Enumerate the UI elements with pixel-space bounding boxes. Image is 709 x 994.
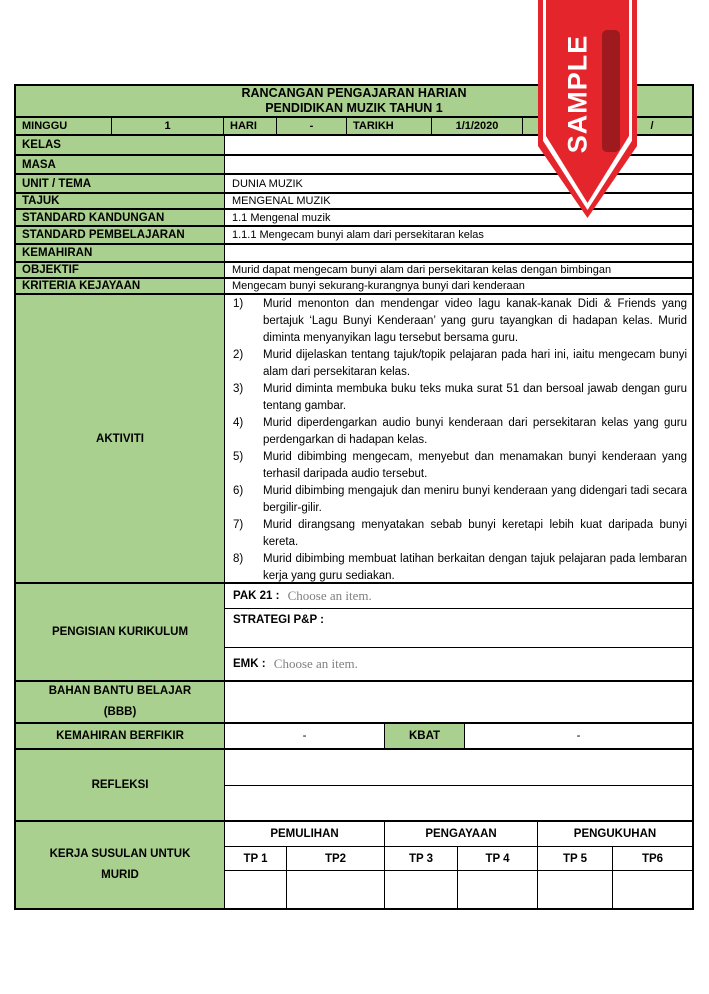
strategi-row — [225, 609, 692, 647]
kriteria-kejayaan-label: KRITERIA KEJAYAAN — [16, 279, 225, 293]
pak21-dropdown-placeholder[interactable]: Choose an item. — [287, 588, 372, 604]
strategi-label: STRATEGI P&P : — [233, 614, 328, 627]
standard-pembelajaran-value: 1.1.1 Mengecam bunyi alam dari persekitaran kelas — [232, 229, 484, 241]
item-number: 6) — [233, 485, 244, 497]
row-aktiviti — [16, 295, 692, 584]
ribbon-watermark — [602, 30, 620, 152]
tp3-header: TP 3 — [385, 847, 458, 870]
aktiviti-item — [233, 551, 687, 585]
item-number: 3) — [233, 383, 244, 395]
standard-kandungan-label: STANDARD KANDUNGAN — [16, 210, 225, 225]
refleksi-line-2 — [225, 786, 692, 820]
kbat-value: - — [576, 730, 581, 742]
group-pengukuhan: PENGUKUHAN — [573, 828, 657, 840]
tarikh-label: TARIKH — [347, 118, 432, 134]
sample-ribbon-label: SAMPLE — [562, 34, 593, 154]
minggu-value: 1 — [112, 118, 224, 134]
row-pengisian-kurikulum — [16, 584, 692, 682]
kriteria-kejayaan-value: Mengecam bunyi sekurang-kurangnya bunyi dari kenderaan — [232, 280, 525, 292]
kelas-label: KELAS — [16, 136, 225, 154]
hari-value: - — [277, 118, 347, 134]
aktiviti-item — [233, 296, 687, 347]
standard-kandungan-value: 1.1 Mengenal muzik — [232, 211, 331, 224]
hari-label: HARI — [224, 118, 277, 134]
emk-dropdown-placeholder[interactable]: Choose an item. — [273, 655, 358, 671]
aktiviti-label: AKTIVITI — [16, 295, 225, 582]
tp4-value — [458, 871, 538, 908]
pengisian-content — [225, 584, 692, 680]
tp2-value — [287, 871, 385, 908]
row-objektif — [16, 263, 692, 279]
kerja-susulan-grid — [225, 822, 692, 908]
emk-label: EMK : — [233, 657, 269, 670]
bbb-value — [225, 682, 692, 722]
item-text: Murid dirangsang menyatakan sebab bunyi keretapi lebih kuat daripada bunyi kereta. — [263, 519, 687, 548]
masa-label: MASA — [16, 156, 225, 173]
row-kerja-susulan — [16, 822, 692, 908]
group-header-row — [225, 822, 692, 847]
title-line-1: RANCANGAN PENGAJARAN HARIAN — [241, 86, 467, 100]
tp5-value — [538, 871, 613, 908]
tp1-header: TP 1 — [225, 847, 287, 870]
group-pemulihan: PEMULIHAN — [225, 822, 385, 846]
item-text: Murid dijelaskan tentang tajuk/topik pelajaran pada hari ini, iaitu mengecam bunyi alam dari persekitaran kelas. — [263, 349, 687, 378]
refleksi-label: REFLEKSI — [16, 750, 225, 820]
item-number: 7) — [233, 519, 244, 531]
standard-pembelajaran-label: STANDARD PEMBELAJARAN — [16, 227, 225, 243]
tp-header-row — [225, 847, 692, 871]
kerja-susulan-label-line-2: MURID — [101, 869, 139, 881]
kemahiran-berfikir-value: - — [225, 724, 385, 748]
aktiviti-item — [233, 449, 687, 483]
objektif-label: OBJEKTIF — [16, 263, 225, 277]
row-standard-pembelajaran — [16, 227, 692, 245]
kerja-susulan-label — [16, 822, 225, 908]
item-number: 4) — [233, 417, 244, 429]
item-number: 1) — [233, 298, 244, 310]
tp-value-row — [225, 871, 692, 908]
unit-tema-label: UNIT / TEMA — [16, 175, 225, 192]
emk-row — [225, 648, 692, 680]
item-text: Murid menonton dan mendengar video lagu kanak-kanak Didi & Friends yang bertajuk ‘Lagu Bunyi Kenderaan’ yang guru tayangkan di hadapan kelas. Murid diminta menyanyikan lagu tersebut bersama guru. — [263, 298, 687, 344]
row-kemahiran — [16, 245, 692, 263]
title-line-2: PENDIDIKAN MUZIK TAHUN 1 — [265, 101, 443, 115]
tp3-value — [385, 871, 458, 908]
tp6-header: TP6 — [641, 852, 664, 865]
minggu-label: MINGGU — [16, 118, 112, 134]
group-pengayaan: PENGAYAAN — [385, 822, 538, 846]
tp6-value — [613, 871, 692, 908]
objektif-value: Murid dapat mengecam bunyi alam dari persekitaran kelas dengan bimbingan — [232, 264, 612, 276]
item-number: 5) — [233, 451, 244, 463]
tajuk-value: MENGENAL MUZIK — [232, 195, 331, 207]
item-text: Murid dibimbing mengajuk dan meniru bunyi kenderaan yang didengari tadi secara bergilir-gilir. — [263, 485, 687, 514]
pak21-row — [225, 584, 692, 609]
aktiviti-item — [233, 381, 687, 415]
pengisian-kurikulum-label: PENGISIAN KURIKULUM — [16, 584, 225, 680]
aktiviti-item — [233, 347, 687, 381]
bbb-label-line-2: (BBB) — [103, 706, 137, 718]
tp4-header: TP 4 — [458, 847, 538, 870]
item-number: 2) — [233, 349, 244, 361]
slash-value: / — [650, 120, 654, 132]
refleksi-line-1 — [225, 750, 692, 786]
tp5-header: TP 5 — [538, 847, 613, 870]
pak21-label: PAK 21 : — [233, 590, 283, 603]
sample-ribbon — [538, 0, 637, 218]
aktiviti-list — [225, 295, 692, 582]
item-text: Murid dibimbing mengecam, menyebut dan menamakan bunyi kenderaan yang terhasil daripada audio tersebut. — [263, 451, 687, 480]
kemahiran-label: KEMAHIRAN — [16, 245, 225, 261]
item-number: 8) — [233, 553, 244, 565]
row-refleksi — [16, 750, 692, 822]
aktiviti-item — [233, 415, 687, 449]
refleksi-content — [225, 750, 692, 820]
bbb-label — [16, 682, 225, 722]
row-kemahiran-berfikir — [16, 724, 692, 750]
tp2-header: TP2 — [287, 847, 385, 870]
tp1-value — [225, 871, 287, 908]
item-text: Murid diperdengarkan audio bunyi kenderaan dari persekitaran kelas yang guru perdengarkan di hadapan kelas. — [263, 417, 687, 446]
bbb-label-line-1: BAHAN BANTU BELAJAR — [48, 685, 192, 697]
aktiviti-item — [233, 483, 687, 517]
unit-tema-value: DUNIA MUZIK — [232, 177, 303, 190]
kemahiran-value — [225, 245, 692, 261]
row-kriteria-kejayaan — [16, 279, 692, 295]
row-bbb — [16, 682, 692, 724]
kbat-label: KBAT — [385, 724, 465, 748]
kemahiran-berfikir-label: KEMAHIRAN BERFIKIR — [16, 724, 225, 748]
tarikh-value: 1/1/2020 — [432, 118, 523, 134]
item-text: Murid diminta membuka buku teks muka surat 51 dan bersoal jawab dengan guru tentang gambar. — [263, 383, 687, 412]
tajuk-label: TAJUK — [16, 194, 225, 208]
kerja-susulan-label-line-1: KERJA SUSULAN UNTUK — [49, 848, 191, 860]
aktiviti-item — [233, 517, 687, 551]
item-text: Murid dibimbing membuat latihan berkaitan dengan tajuk pelajaran pada lembaran kerja yang guru sediakan. — [263, 553, 687, 582]
